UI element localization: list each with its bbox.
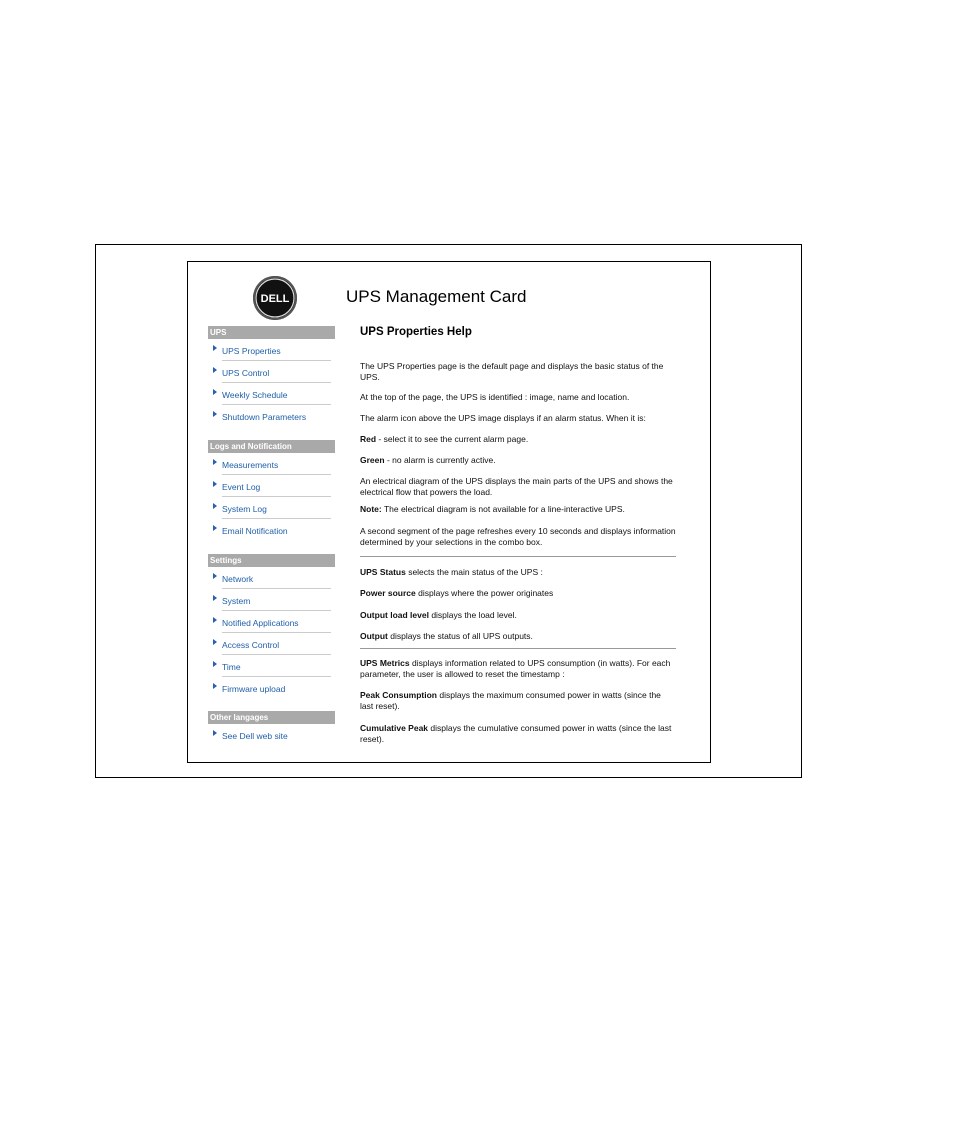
help-paragraph: The UPS Properties page is the default page and displays the basic status of the UPS. [360, 361, 664, 382]
help-text: displays the cumulative consumed power in watts (since the last reset). [360, 723, 672, 744]
nav-item-time[interactable] [222, 655, 331, 677]
help-term: Red [360, 434, 377, 444]
help-term: Output load level [360, 610, 429, 620]
nav-item-system[interactable] [222, 589, 331, 611]
help-text: selects the main status of the UPS : [405, 567, 543, 577]
help-paragraph [360, 504, 676, 515]
section-header-settings: Settings [208, 554, 335, 567]
nav-item-system-log[interactable] [222, 497, 331, 519]
nav-item-label: UPS Properties [222, 346, 281, 356]
section-header-logs: Logs and Notification [208, 440, 335, 453]
help-text: - no alarm is currently active. [384, 455, 496, 465]
nav-item-notified-applications[interactable] [222, 611, 331, 633]
nav-item-access-control[interactable] [222, 633, 331, 655]
dell-logo[interactable] [253, 276, 297, 320]
help-text: displays the status of all UPS outputs. [387, 631, 533, 641]
help-paragraph [360, 588, 676, 599]
help-term: Output [360, 631, 388, 641]
bullet-icon [213, 661, 217, 667]
bullet-icon [213, 525, 217, 531]
nav-item-label: See Dell web site [222, 731, 288, 741]
dell-logo-icon [253, 276, 297, 320]
help-paragraph: A second segment of the page refreshes every 10 seconds and displays information determined by your selections in the combo box. [360, 526, 676, 547]
help-paragraph [360, 723, 676, 744]
nav-item-weekly-schedule[interactable] [222, 383, 331, 405]
help-text: The electrical diagram is not available for a line-interactive UPS. [381, 504, 625, 514]
help-paragraph: At the top of the page, the UPS is identified : image, name and location. [360, 392, 630, 402]
bullet-icon [213, 345, 217, 351]
help-term: Green [360, 455, 385, 465]
divider [360, 648, 676, 649]
bullet-icon [213, 367, 217, 373]
help-term: Power source [360, 588, 416, 598]
help-paragraph [360, 567, 676, 578]
help-term: Peak Consumption [360, 690, 437, 700]
bullet-icon [213, 573, 217, 579]
bullet-icon [213, 595, 217, 601]
nav-item-label: Shutdown Parameters [222, 412, 307, 422]
browser-page [187, 261, 711, 763]
help-term: UPS Status [360, 567, 406, 577]
nav-item-label: Measurements [222, 460, 279, 470]
nav-item-label: Notified Applications [222, 618, 299, 628]
help-paragraph [360, 455, 676, 466]
bullet-icon [213, 503, 217, 509]
nav-item-label: Network [222, 574, 254, 584]
nav-item-label: Time [222, 662, 241, 672]
app-title: UPS Management Card [346, 287, 527, 306]
nav-item-firmware-upload[interactable] [222, 677, 331, 699]
help-paragraph: An electrical diagram of the UPS displays the main parts of the UPS and shows the electrical flow that powers the load. [360, 476, 673, 497]
nav-item-label: Email Notification [222, 526, 288, 536]
nav-item-network[interactable] [222, 567, 331, 589]
bullet-icon [213, 730, 217, 736]
help-text: displays the maximum consumed power in watts (since the last reset). [360, 690, 661, 711]
bullet-icon [213, 683, 217, 689]
nav-item-event-log[interactable] [222, 475, 331, 497]
help-title: UPS Properties Help [360, 326, 472, 338]
nav-item-ups-properties[interactable] [222, 339, 331, 361]
nav-item-label: System Log [222, 504, 267, 514]
nav-item-label: System [222, 596, 251, 606]
section-header-ups: UPS [208, 326, 335, 339]
help-paragraph [360, 434, 676, 445]
nav-item-dell-web-site[interactable] [222, 724, 331, 746]
bullet-icon [213, 481, 217, 487]
help-term: Cumulative Peak [360, 723, 429, 733]
help-paragraph [360, 690, 676, 711]
bullet-icon [213, 389, 217, 395]
nav-item-label: Event Log [222, 482, 261, 492]
divider [360, 556, 676, 557]
bullet-icon [213, 617, 217, 623]
screenshot-frame [95, 244, 802, 778]
help-term: UPS Metrics [360, 658, 410, 668]
help-text: - select it to see the current alarm page. [376, 434, 529, 444]
section-header-other-languages: Other langages [208, 711, 335, 724]
help-text: displays the load level. [428, 610, 517, 620]
bullet-icon [213, 459, 217, 465]
nav-item-label: Access Control [222, 640, 280, 650]
nav-item-label: Firmware upload [222, 684, 286, 694]
nav-item-ups-control[interactable] [222, 361, 331, 383]
help-text: displays where the power originates [415, 588, 554, 598]
nav-item-label: UPS Control [222, 368, 270, 378]
help-paragraph [360, 631, 676, 642]
bullet-icon [213, 639, 217, 645]
help-paragraph: The alarm icon above the UPS image displays if an alarm status. When it is: [360, 413, 646, 423]
nav-item-label: Weekly Schedule [222, 390, 288, 400]
help-paragraph [360, 658, 676, 679]
help-term: Note: [360, 504, 382, 514]
nav-item-measurements[interactable] [222, 453, 331, 475]
bullet-icon [213, 411, 217, 417]
nav-item-email-notification[interactable] [222, 519, 331, 541]
dell-logo-text: DELL [260, 293, 290, 305]
help-text: displays information related to UPS consumption (in watts). For each parameter, the user is allowed to reset the timestamp : [360, 658, 671, 679]
help-paragraph [360, 610, 676, 621]
nav-item-shutdown-parameters[interactable] [222, 405, 331, 427]
